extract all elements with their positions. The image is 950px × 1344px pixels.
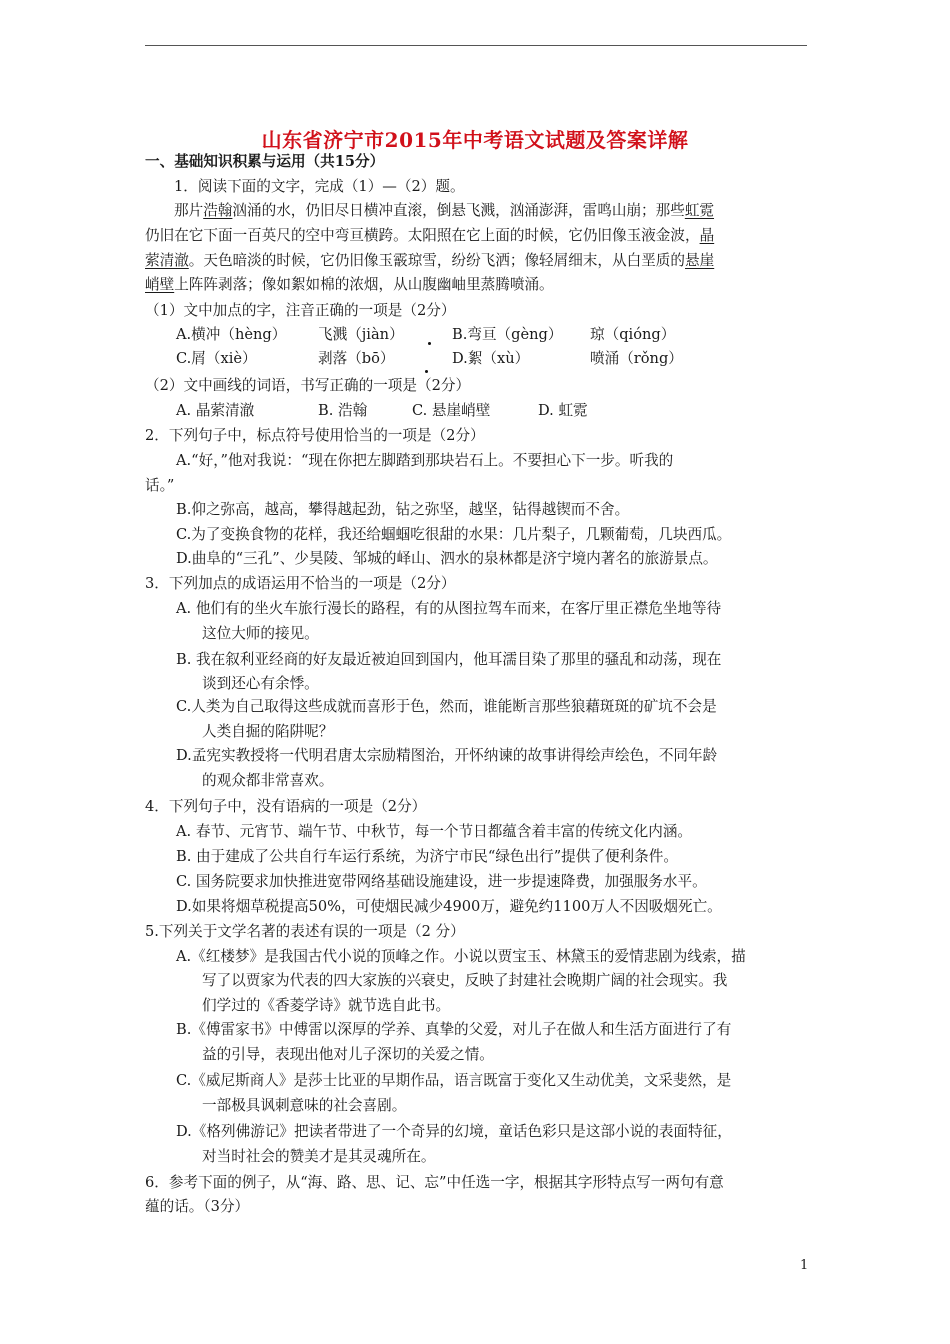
- q5-option-b-cont: 益的引导，表现出他对儿子深切的关爱之情。: [202, 1046, 494, 1063]
- underlined-word: 虹霓: [684, 202, 715, 219]
- q1-sub1-option-a1: A.横冲（hèng）: [176, 326, 287, 343]
- q4-option-c: C. 国务院要求加快推进宽带网络基础设施建设，进一步提速降费，加强服务水平。: [176, 873, 707, 890]
- q2-option-c: C.为了变换食物的花样，我还给蝈蝈吃很甜的水果：几片梨子，几颗葡萄，几块西瓜。: [176, 526, 732, 543]
- q5-stem: 5.下列关于文学名著的表述有误的一项是（2 分）: [145, 923, 465, 940]
- q3-option-d: D.孟宪实教授将一代明君唐太宗励精图治，开怀纳谏的故事讲得绘声绘色，不同年龄: [176, 747, 718, 764]
- emphasis-dot: [428, 342, 431, 345]
- underlined-word: 萦清澈: [145, 252, 189, 269]
- q3-option-c: C.人类为自己取得这些成就而喜形于色，然而，谁能断言那些狼藉斑斑的矿坑不会是: [176, 698, 717, 715]
- passage-text: 上阵阵剥落；像如絮如棉的浓烟，从山腹幽岫里蒸腾喷涌。: [174, 276, 554, 293]
- q1-sub1-option-c1: C.屑（xiè）: [176, 350, 257, 367]
- q1-sub1-option-c2: 剥落（bō）: [318, 350, 395, 367]
- q3-option-b: B. 我在叙利亚经商的好友最近被迫回到国内，他耳濡目染了那里的骚乱和动荡，现在: [176, 651, 722, 668]
- q1-sub2-stem: （2）文中画线的词语，书写正确的一项是（2分）: [145, 377, 471, 394]
- q1-sub1-stem: （1）文中加点的字，注音正确的一项是（2分）: [145, 302, 456, 319]
- q1-intro: 1．阅读下面的文字，完成（1）—（2）题。: [174, 178, 465, 195]
- passage-line-3: [145, 251, 714, 271]
- q1-sub1-option-d2: 喷涌（rǒng）: [590, 350, 683, 367]
- q1-sub2-option-d: D. 虹霓: [538, 402, 588, 419]
- underlined-word: 悬崖: [685, 252, 715, 269]
- q5-option-a-cont: 们学过的《香菱学诗》就节选自此书。: [202, 997, 451, 1014]
- q3-stem: 3．下列加点的成语运用不恰当的一项是（2分）: [145, 575, 456, 592]
- q4-stem: 4．下列句子中，没有语病的一项是（2分）: [145, 798, 427, 815]
- q1-sub1-option-d1: D.絮（xù）: [452, 350, 530, 367]
- passage-line-2: [145, 226, 714, 246]
- q4-option-b: B. 由于建成了公共自行车运行系统，为济宁市民“绿色出行”提供了便利条件。: [176, 848, 678, 865]
- q2-option-a: A.“好，”他对我说：“现在你把左脚踏到那块岩石上。不要担心下一步。听我的: [176, 452, 674, 469]
- header-rule: [145, 45, 807, 46]
- q1-sub2-option-b: B. 浩翰: [318, 402, 368, 419]
- q6-stem: 6．参考下面的例子，从“海、路、思、记、忘”中任选一字，根据其字形特点写一两句有意: [145, 1174, 724, 1191]
- q1-sub1-option-b2: 琼（qióng）: [590, 326, 676, 343]
- q2-stem: 2．下列句子中，标点符号使用恰当的一项是（2分）: [145, 427, 485, 444]
- q2-option-b: B.仰之弥高，越高，攀得越起劲，钻之弥坚，越坚，钻得越锲而不舍。: [176, 501, 630, 518]
- page-number: 1: [800, 1258, 809, 1273]
- q1-sub2-option-c: C. 悬崖峭壁: [412, 402, 491, 419]
- q3-option-a-cont: 这位大师的接见。: [202, 625, 319, 642]
- passage-text: 。天色暗淡的时候，它仍旧像玉霰琼雪，纷纷飞洒；像轻屑细末，从白垩质的: [188, 252, 685, 269]
- emphasis-dot: [425, 370, 428, 373]
- document-title: 山东省济宁市2015年中考语文试题及答案详解: [261, 128, 689, 152]
- passage-line-4: [145, 275, 554, 295]
- passage-line-1: [174, 201, 714, 221]
- passage-text: 汹涌的水，仍旧尽日横冲直滚，倒悬飞溅，汹涌澎湃，雷鸣山崩；那些: [232, 202, 685, 219]
- q5-option-b: B.《傅雷家书》中傅雷以深厚的学养、真挚的父爱，对儿子在做人和生活方面进行了有: [176, 1021, 732, 1038]
- q5-option-a-cont: 写了以贾家为代表的四大家族的兴衰史，反映了封建社会晚期广阔的社会现实。我: [202, 972, 728, 989]
- q3-option-b-cont: 谈到还心有余悸。: [202, 675, 319, 692]
- q1-sub1-option-a2: 飞溅（jiàn）: [318, 326, 404, 343]
- q5-option-c: C.《威尼斯商人》是莎士比亚的早期作品，语言既富于变化又生动优美，文采斐然，是: [176, 1072, 732, 1089]
- q3-option-d-cont: 的观众都非常喜欢。: [202, 772, 334, 789]
- q4-option-a: A. 春节、元宵节、端午节、中秋节，每一个节日都蕴含着丰富的传统文化内涵。: [176, 823, 693, 840]
- q5-option-d: D.《格列佛游记》把读者带进了一个奇异的幻境，童话色彩只是这部小说的表面特征，: [176, 1123, 732, 1140]
- q4-option-d: D.如果将烟草税提高50%，可使烟民减少4900万，避免约1100万人不因吸烟死亡。: [176, 898, 722, 915]
- q1-sub1-option-b1: B.弯亘（gèng）: [452, 326, 563, 343]
- q2-option-a-cont: 话。”: [145, 477, 175, 494]
- q5-option-a: A.《红楼梦》是我国古代小说的顶峰之作。小说以贾宝玉、林黛玉的爱情悲剧为线索，描: [176, 948, 746, 965]
- section-heading: 一、基础知识积累与运用（共15分）: [145, 153, 385, 170]
- passage-text: 那片: [174, 202, 204, 219]
- q5-option-c-cont: 一部极具讽刺意味的社会喜剧。: [202, 1097, 407, 1114]
- passage-text: 仍旧在它下面一百英尺的空中弯亘横跨。太阳照在它上面的时候，它仍旧像玉液金波，: [145, 227, 700, 244]
- q3-option-a: A. 他们有的坐火车旅行漫长的路程，有的从图拉驾车而来，在客厅里正襟危坐地等待: [176, 600, 722, 617]
- underlined-word: 晶: [699, 227, 715, 244]
- q5-option-d-cont: 对当时社会的赞美才是其灵魂所在。: [202, 1148, 436, 1165]
- q2-option-d: D.曲阜的“三孔”、少昊陵、邹城的峄山、泗水的泉林都是济宁境内著名的旅游景点。: [176, 550, 718, 567]
- underlined-word: 峭壁: [145, 276, 175, 293]
- underlined-word: 浩翰: [203, 202, 233, 219]
- q1-sub2-option-a: A. 晶萦清澈: [176, 402, 255, 419]
- q3-option-c-cont: 人类自掘的陷阱呢？: [202, 723, 334, 740]
- q6-stem-cont: 蕴的话。（3分）: [145, 1198, 250, 1215]
